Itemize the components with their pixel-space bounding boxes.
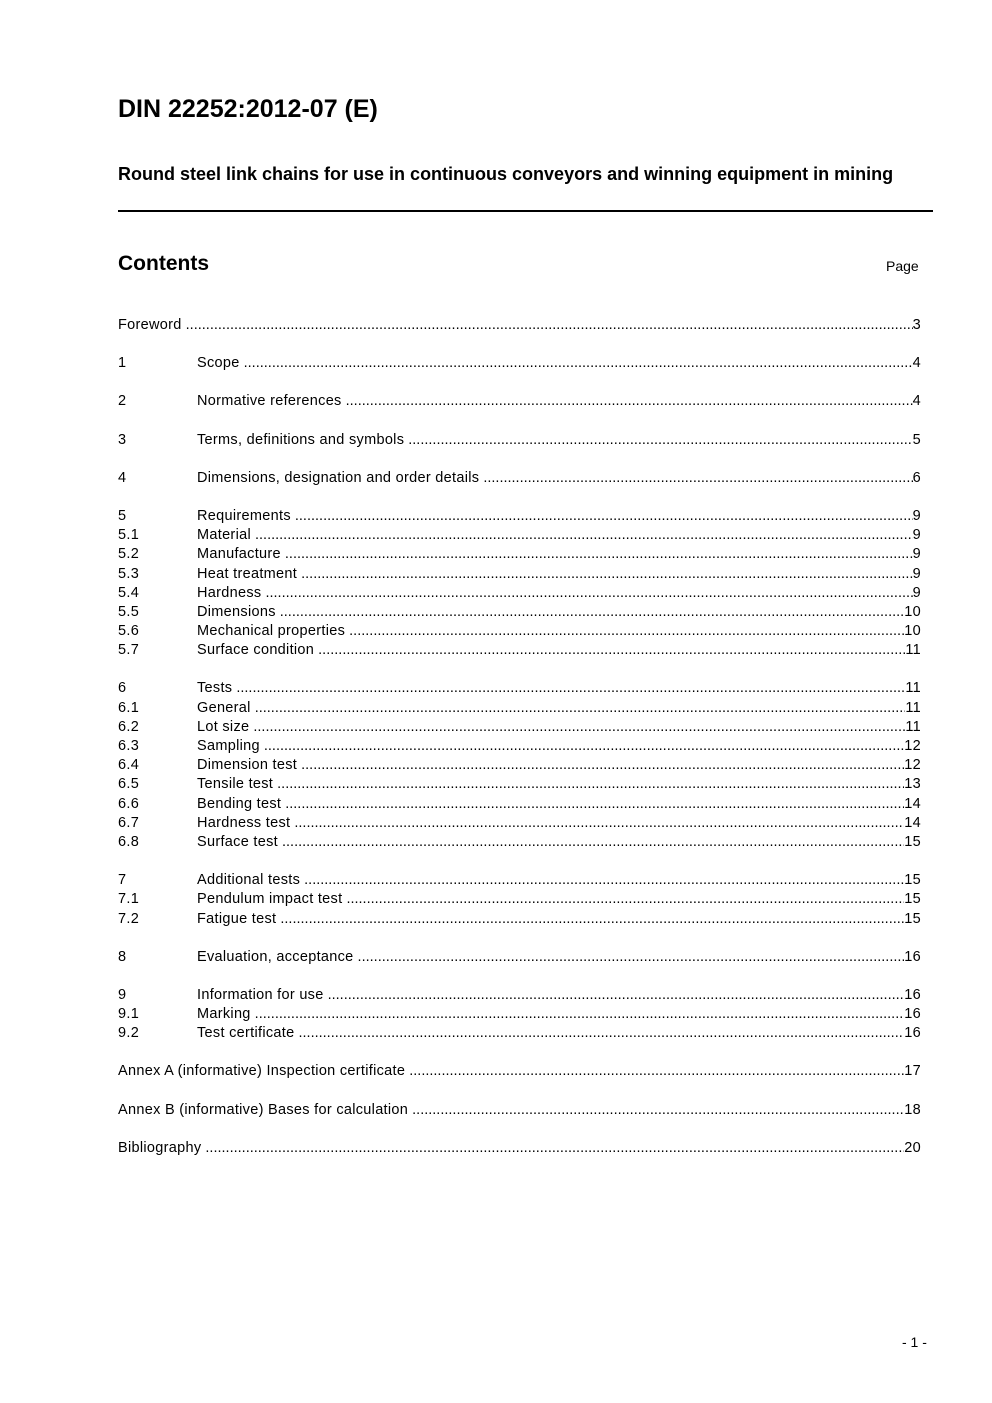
dot-leader xyxy=(346,890,904,909)
dot-leader xyxy=(282,833,904,852)
contents-heading: Contents xyxy=(118,252,209,275)
dot-leader xyxy=(285,795,904,814)
toc-entry-4[interactable] xyxy=(118,469,921,488)
dot-leader xyxy=(280,603,905,622)
toc-entry-label: Dimensions, designation and order details xyxy=(197,469,480,486)
dot-leader xyxy=(412,1101,904,1120)
toc-entry-number: 9.1 xyxy=(118,1006,140,1023)
dot-leader xyxy=(264,737,904,756)
toc-entry-label: Test certificate xyxy=(197,1025,295,1042)
toc-entry-number: 3 xyxy=(118,431,127,448)
toc-entry-label: Bibliography xyxy=(118,1139,202,1156)
toc-entry-number: 8 xyxy=(118,948,127,965)
toc-entry-page: 6 xyxy=(912,469,921,486)
page-column-label: Page xyxy=(886,258,919,274)
dot-leader xyxy=(255,526,913,545)
toc-entry-label: Pendulum impact test xyxy=(197,891,343,908)
toc-entry-label: Manufacture xyxy=(197,546,281,563)
toc-entry-page: 9 xyxy=(912,584,921,601)
toc-entry-page: 15 xyxy=(904,891,921,908)
dot-leader xyxy=(244,354,913,373)
toc-entry-6-8[interactable] xyxy=(118,833,921,852)
toc-entry-5-2[interactable] xyxy=(118,545,921,564)
toc-entry-7-1[interactable] xyxy=(118,890,921,909)
document-title: Round steel link chains for use in continuous conveyors and winning equipment in mining xyxy=(118,164,894,184)
dot-leader xyxy=(253,718,905,737)
toc-entry-6-4[interactable] xyxy=(118,756,921,775)
toc-entry-number: 6.2 xyxy=(118,718,140,735)
toc-entry-annex-b[interactable] xyxy=(118,1101,921,1120)
toc-entry-6-2[interactable] xyxy=(118,718,921,737)
toc-entry-label: Foreword xyxy=(118,317,182,333)
toc-entry-5-6[interactable] xyxy=(118,622,921,641)
toc-entry-number: 5.1 xyxy=(118,527,140,544)
toc-entry-number: 7.2 xyxy=(118,910,140,927)
toc-entry-number: 5.2 xyxy=(118,546,140,563)
toc-entry-page: 14 xyxy=(904,814,921,831)
dot-leader xyxy=(328,986,905,1005)
toc-entry-number: 7 xyxy=(118,872,127,889)
toc-entry-5[interactable] xyxy=(118,507,921,526)
table-of-contents xyxy=(118,316,921,1158)
toc-entry-label: Normative references xyxy=(197,393,342,410)
dot-leader xyxy=(409,1062,904,1081)
toc-entry-number: 7.1 xyxy=(118,891,140,908)
toc-entry-page: 12 xyxy=(904,757,921,774)
toc-entry-6[interactable] xyxy=(118,679,921,698)
toc-entry-label: Bending test xyxy=(197,795,282,812)
toc-entry-number: 5 xyxy=(118,507,127,524)
toc-entry-number: 9.2 xyxy=(118,1025,140,1042)
toc-entry-9-1[interactable] xyxy=(118,1005,921,1024)
toc-entry-7[interactable] xyxy=(118,871,921,890)
toc-entry-9-2[interactable] xyxy=(118,1024,921,1043)
toc-entry-page: 16 xyxy=(904,1025,921,1042)
dot-leader xyxy=(295,507,913,526)
toc-entry-label: Additional tests xyxy=(197,872,301,889)
dot-leader xyxy=(205,1139,904,1158)
toc-entry-page: 11 xyxy=(905,718,921,735)
toc-entry-page: 9 xyxy=(912,507,921,524)
toc-entry-number: 5.5 xyxy=(118,603,140,620)
dot-leader xyxy=(298,1024,904,1043)
toc-entry-page: 15 xyxy=(904,910,921,927)
dot-leader xyxy=(318,641,905,660)
toc-entry-page: 10 xyxy=(904,623,921,640)
toc-entry-label: Annex A (informative) Inspection certificate xyxy=(118,1063,406,1080)
toc-entry-page: 9 xyxy=(912,546,921,563)
toc-entry-6-7[interactable] xyxy=(118,814,921,833)
toc-entry-number: 6.3 xyxy=(118,738,140,754)
toc-entry-number: 6.6 xyxy=(118,795,140,812)
toc-entry-number: 9 xyxy=(118,986,127,1003)
toc-entry-1[interactable] xyxy=(118,354,921,373)
toc-entry-page: 5 xyxy=(912,431,921,448)
toc-entry-page: 10 xyxy=(904,603,921,620)
toc-entry-page: 15 xyxy=(904,872,921,889)
toc-entry-label: Requirements xyxy=(197,507,291,524)
toc-entry-6-3[interactable] xyxy=(118,737,921,756)
toc-entry-number: 6.5 xyxy=(118,776,140,793)
toc-entry-label: Evaluation, acceptance xyxy=(197,948,354,965)
toc-entry-page: 20 xyxy=(904,1139,921,1156)
toc-entry-annex-a[interactable] xyxy=(118,1062,921,1081)
toc-entry-page: 11 xyxy=(905,680,921,697)
toc-entry-page: 16 xyxy=(904,986,921,1003)
toc-entry-label: Information for use xyxy=(197,986,324,1003)
toc-entry-page: 14 xyxy=(904,795,921,812)
toc-entry-label: Dimensions xyxy=(197,603,276,620)
dot-leader xyxy=(346,392,913,411)
toc-entry-number: 5.3 xyxy=(118,565,140,582)
dot-leader xyxy=(186,316,913,335)
toc-entry-page: 9 xyxy=(912,565,921,582)
toc-entry-page: 13 xyxy=(904,776,921,793)
toc-entry-bibliography[interactable] xyxy=(118,1139,921,1158)
dot-leader xyxy=(265,584,912,603)
dot-leader xyxy=(285,545,913,564)
toc-entry-foreword[interactable] xyxy=(118,316,921,335)
dot-leader xyxy=(358,948,905,967)
toc-entry-5-7[interactable] xyxy=(118,641,921,660)
toc-entry-5-5[interactable] xyxy=(118,603,921,622)
dot-leader xyxy=(255,699,906,718)
dot-leader xyxy=(277,775,904,794)
dot-leader xyxy=(483,469,912,488)
toc-entry-label: Tensile test xyxy=(197,776,274,793)
toc-entry-7-2[interactable] xyxy=(118,910,921,929)
document-id: DIN 22252:2012-07 (E) xyxy=(118,95,378,123)
toc-entry-label: Surface condition xyxy=(197,642,315,659)
toc-entry-number: 6.8 xyxy=(118,833,140,850)
toc-entry-number: 6.4 xyxy=(118,757,140,774)
toc-entry-page: 18 xyxy=(904,1101,921,1118)
toc-entry-number: 6.7 xyxy=(118,814,140,831)
toc-entry-number: 5.7 xyxy=(118,642,140,659)
toc-entry-label: Heat treatment xyxy=(197,565,298,582)
toc-entry-6-6[interactable] xyxy=(118,795,921,814)
toc-entry-3[interactable] xyxy=(118,431,921,450)
toc-entry-page: 3 xyxy=(912,317,921,333)
toc-entry-number: 1 xyxy=(118,355,127,372)
toc-entry-page: 15 xyxy=(904,833,921,850)
toc-entry-2[interactable] xyxy=(118,392,921,411)
dot-leader xyxy=(304,871,904,890)
toc-entry-page: 16 xyxy=(904,1006,921,1023)
dot-leader xyxy=(255,1005,905,1024)
toc-entry-label: General xyxy=(197,699,251,716)
toc-entry-number: 2 xyxy=(118,393,127,410)
toc-entry-5-1[interactable] xyxy=(118,526,921,545)
toc-entry-label: Terms, definitions and symbols xyxy=(197,431,405,448)
toc-entry-label: Material xyxy=(197,527,251,544)
toc-entry-label: Dimension test xyxy=(197,757,298,774)
toc-entry-label: Marking xyxy=(197,1006,251,1023)
toc-entry-label: Tests xyxy=(197,680,233,697)
dot-leader xyxy=(294,814,904,833)
toc-entry-number: 6.1 xyxy=(118,699,140,716)
toc-entry-label: Scope xyxy=(197,355,240,372)
toc-entry-label: Hardness xyxy=(197,584,262,601)
toc-entry-5-4[interactable] xyxy=(118,584,921,603)
toc-entry-label: Fatigue test xyxy=(197,910,277,927)
dot-leader xyxy=(349,622,904,641)
toc-entry-number: 4 xyxy=(118,469,127,486)
toc-entry-page: 4 xyxy=(912,393,921,410)
toc-entry-label: Hardness test xyxy=(197,814,291,831)
toc-entry-label: Surface test xyxy=(197,833,278,850)
toc-entry-page: 11 xyxy=(905,642,921,659)
toc-entry-9[interactable] xyxy=(118,986,921,1005)
toc-entry-page: 12 xyxy=(904,738,921,754)
toc-entry-number: 5.4 xyxy=(118,584,140,601)
toc-entry-page: 17 xyxy=(904,1063,921,1080)
toc-entry-number: 5.6 xyxy=(118,623,140,640)
toc-entry-number: 6 xyxy=(118,680,127,697)
dot-leader xyxy=(236,679,905,698)
dot-leader xyxy=(301,565,913,584)
toc-entry-5-3[interactable] xyxy=(118,565,921,584)
dot-leader xyxy=(280,910,904,929)
toc-entry-label: Annex B (informative) Bases for calculation xyxy=(118,1101,409,1118)
toc-entry-page: 11 xyxy=(905,699,921,716)
toc-entry-6-5[interactable] xyxy=(118,775,921,794)
title-divider xyxy=(118,210,933,212)
toc-entry-label: Lot size xyxy=(197,718,250,735)
toc-entry-8[interactable] xyxy=(118,948,921,967)
page-number: - 1 - xyxy=(902,1334,927,1350)
dot-leader xyxy=(408,431,912,450)
toc-entry-label: Sampling xyxy=(197,738,260,754)
toc-entry-page: 9 xyxy=(912,527,921,544)
toc-entry-label: Mechanical properties xyxy=(197,623,346,640)
dot-leader xyxy=(301,756,904,775)
toc-entry-6-1[interactable] xyxy=(118,699,921,718)
toc-entry-page: 16 xyxy=(904,948,921,965)
toc-entry-page: 4 xyxy=(912,355,921,372)
